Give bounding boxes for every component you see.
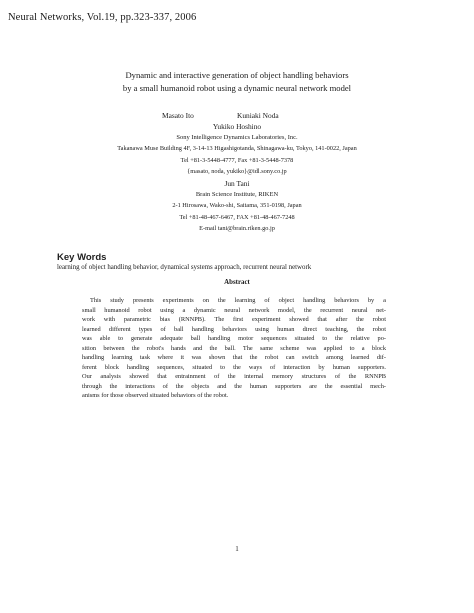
author-name: Jun Tani <box>224 179 250 188</box>
keywords-text: learning of object handling behavior, dynamical systems approach, recurrent neural network <box>57 264 312 271</box>
author-block-1 <box>0 110 474 177</box>
abstract-line: This study presents experiments on the learning of object handling behaviors by a <box>90 297 386 304</box>
abstract-line: anisms for those observed situated behaviors of the robot. <box>82 392 229 399</box>
affiliation-email: E-mail tani@brain.riken.go.jp <box>199 224 275 232</box>
running-head: Neural Networks, Vol.19, pp.323-337, 2006 <box>8 12 197 23</box>
abstract-body <box>82 296 386 401</box>
abstract-heading: Abstract <box>224 279 250 286</box>
page-number: 1 <box>235 545 239 553</box>
author-row <box>0 110 474 121</box>
author-name: Kuniaki Noda <box>237 111 279 120</box>
author-block-2 <box>0 178 474 234</box>
title-line: by a small humanoid robot using a dynamic neural network model <box>122 83 352 93</box>
affiliation-email: {masato, noda, yukiko}@idl.sony.co.jp <box>187 167 287 175</box>
paper-title <box>0 69 474 95</box>
abstract-line: was able to generate adequate ball handling motor sequences situated to the relative po- <box>82 335 386 342</box>
author-name: Yukiko Hoshino <box>212 122 262 131</box>
affiliation-phone: Tel +81-3-5448-4777, Fax +81-3-5448-7378 <box>180 156 294 164</box>
author-name: Masato Ito <box>162 111 194 120</box>
affiliation-name: Sony Intelligence Dynamics Laboratories, Inc. <box>176 134 298 141</box>
abstract-line: work with parametric bias (RNNPB). The first experiment showed that after the robot <box>82 316 386 323</box>
affiliation-address: 2-1 Hirosawa, Wako-shi, Saitama, 351-0198, Japan <box>172 202 302 210</box>
abstract-line: sition between the robot's hands and the ball. The same scheme was applied to a block <box>82 344 386 352</box>
affiliation-name: Brain Science Institute, RIKEN <box>195 191 279 198</box>
title-line: Dynamic and interactive generation of object handling behaviors <box>125 70 349 80</box>
abstract-line: Our analysis showed that entrainment of the internal memory structures of the RNNPB <box>82 373 386 380</box>
abstract-line: learned different types of ball handling behaviors using human direct teaching, the robot <box>82 325 386 333</box>
affiliation-phone: Tel +81-48-467-6467, FAX +81-48-467-7248 <box>179 213 295 221</box>
abstract-line: ferent block handling sequences, situated to the ways of interaction by human supporters. <box>82 363 386 371</box>
abstract-line: handling learning task where it was shown that the robot can switch among learned dif- <box>82 354 386 361</box>
abstract-line: small humanoid robot using a dynamic neural network model, the recurrent neural net- <box>82 306 386 314</box>
keywords-heading: Key Words <box>57 252 107 263</box>
affiliation-address: Takanawa Muse Building 4F, 3-14-13 Higashigotanda, Shinagawa-ku, Tokyo, 141-0022, Japan <box>117 145 357 153</box>
abstract-line: through the interactions of the objects and the human supporters are the essential mech- <box>82 382 386 390</box>
